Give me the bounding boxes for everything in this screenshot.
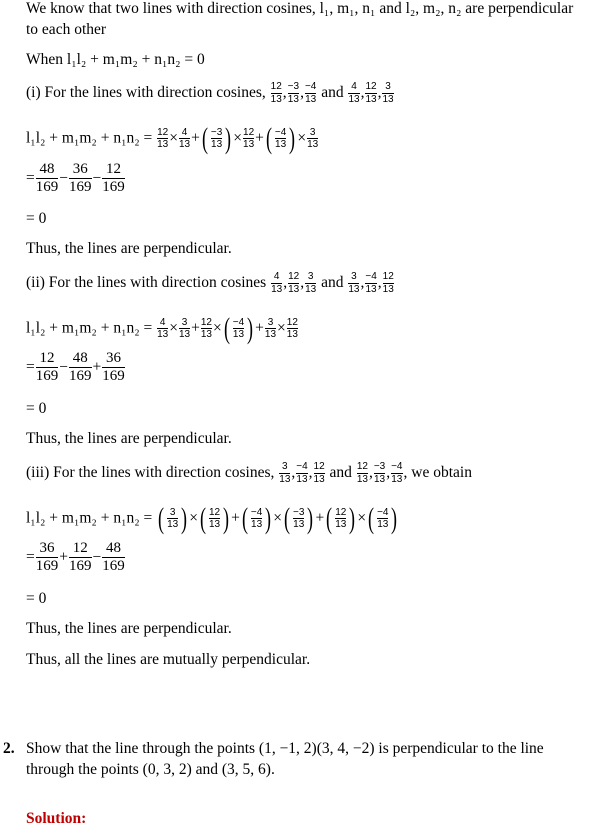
part-i-step2: = $\frac{48}{169}$ − $\frac{36}{169}$ − $\frac{12}{169}$	[26, 161, 125, 195]
question-2-number: 2.	[3, 740, 15, 757]
part-i-zero: = 0	[26, 210, 47, 227]
perpendicular-condition: When l₁l₂ + m₁m₂ + n₁n₂ = 0	[26, 51, 205, 68]
part-iii-label-row: (iii) For the lines with direction cosines, $\frac{3}{13}$ , $\frac{-4}{13}$ , $\frac{12}{13}$ and $\frac{12}{13}$ , $\frac{-3}{13}$ , $\frac{-4}{13}$ , we obtain	[26, 461, 472, 485]
intro-line-1: We know that two lines with direction cosines, l₁, m₁, n₁ and l₂, m₂, n₂ are perpendicular	[26, 0, 574, 17]
part-iii-obtain: we obtain	[411, 464, 472, 482]
part-iii-and: and	[329, 464, 352, 482]
part-i-label: (i) For the lines with direction cosines,	[26, 84, 266, 102]
intro-line-2: to each other	[26, 21, 107, 38]
part-ii-calc: l₁l₂ + m₁m₂ + n₁n₂ = $\frac{4}{13}$ × $\frac{3}{13}$ + $\frac{12}{13}$ ×( $\frac{-4}{13}$ ) + $\frac{3}{13}$ × $\frac{12}{13}$	[26, 312, 298, 345]
part-ii-zero: = 0	[26, 400, 47, 417]
part-i-label-row: (i) For the lines with direction cosines, $\frac{12}{13}$ , $\frac{-3}{13}$ , $\frac{-4}{13}$ and $\frac{4}{13}$ , $\frac{12}{13}$ , $\frac{3}{13}$	[26, 81, 394, 105]
part-ii-conclusion: Thus, the lines are perpendicular.	[26, 430, 232, 447]
final-conclusion: Thus, all the lines are mutually perpendicular.	[26, 651, 311, 668]
part-i-lhs: l₁l₂ + m₁m₂ + n₁n₂ =	[26, 129, 153, 147]
part-iii-label: (iii) For the lines with direction cosines,	[26, 464, 275, 482]
question-2-line-2: through the points (0, 3, 2) and (3, 5, 6).	[26, 761, 275, 778]
part-iii-conclusion: Thus, the lines are perpendicular.	[26, 620, 232, 637]
part-ii-and: and	[321, 274, 344, 292]
part-i-and: and	[321, 84, 344, 102]
part-ii-label-row: (ii) For the lines with direction cosines $\frac{4}{13}$ , $\frac{12}{13}$ , $\frac{3}{13}$ and $\frac{3}{13}$ , $\frac{-4}{13}$ , $\frac{12}{13}$	[26, 271, 394, 295]
part-i-conclusion: Thus, the lines are perpendicular.	[26, 240, 232, 257]
part-ii-lhs: l₁l₂ + m₁m₂ + n₁n₂ =	[26, 319, 153, 337]
question-2-line-1: Show that the line through the points (1, −1, 2)(3, 4, −2) is perpendicular to the line	[26, 740, 544, 757]
part-iii-step2: = $\frac{36}{169}$ + $\frac{12}{169}$ − $\frac{48}{169}$	[26, 540, 125, 574]
part-ii-step2: = $\frac{12}{169}$ − $\frac{48}{169}$ + $\frac{36}{169}$	[26, 350, 125, 384]
part-iii-calc: l₁l₂ + m₁m₂ + n₁n₂ = ( $\frac{3}{13}$ ) ×( $\frac{12}{13}$ ) +( $\frac{-4}{13}$ ) ×( $\frac{-3}{13}$ ) +( $\frac{12}{13}$ ) ×( $\frac{-4}{13}$ )	[26, 502, 398, 535]
part-i-calc: l₁l₂ + m₁m₂ + n₁n₂ = $\frac{12}{13}$ × $\frac{4}{13}$ +( $\frac{-3}{13}$ ) × $\frac{12}{13}$ +( $\frac{-4}{13}$ ) × $\frac{3}{13}$	[26, 122, 319, 155]
part-ii-label: (ii) For the lines with direction cosines	[26, 274, 267, 292]
solution-label: Solution:	[26, 810, 87, 827]
part-iii-zero: = 0	[26, 590, 47, 607]
part-iii-lhs: l₁l₂ + m₁m₂ + n₁n₂ =	[26, 509, 153, 527]
